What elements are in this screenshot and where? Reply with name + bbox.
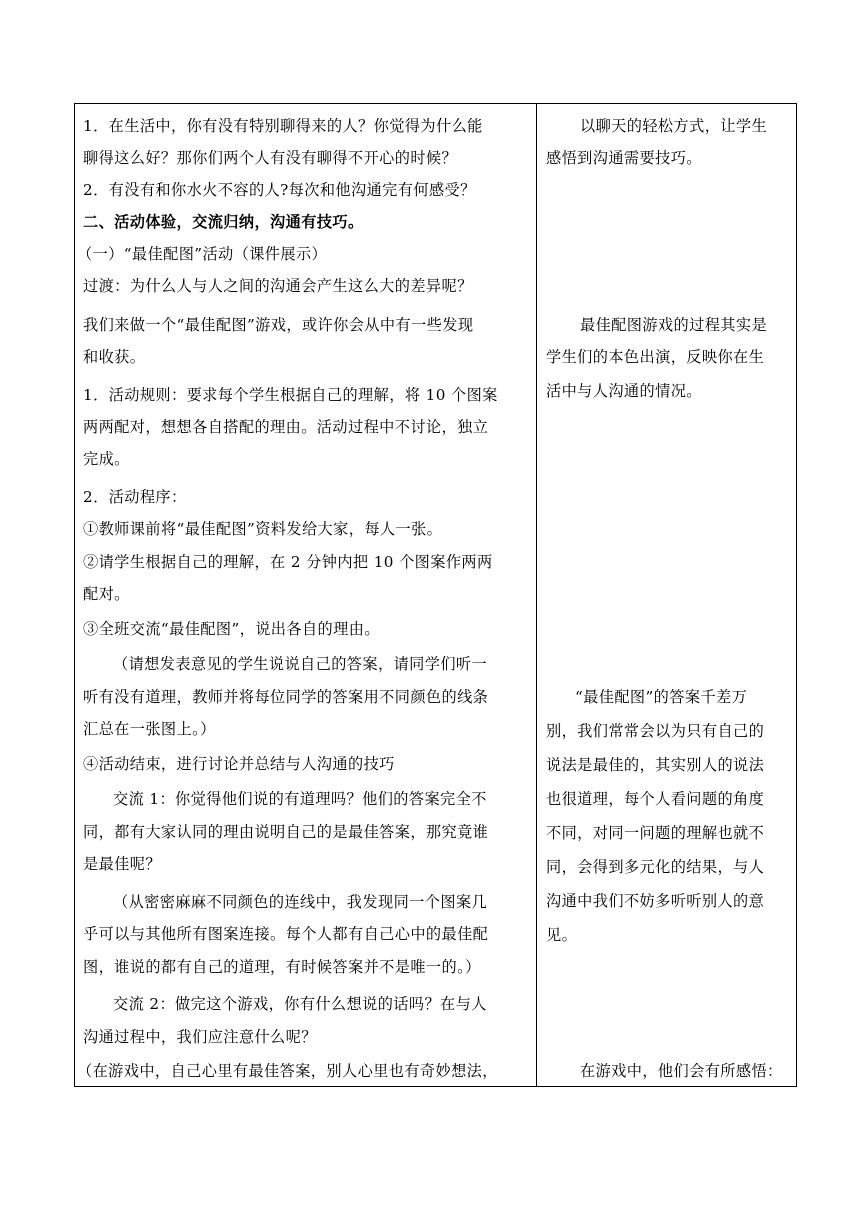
left-line: ①教师课前将“最佳配图”资料发给大家，每人一张。 [83, 520, 443, 538]
left-line: （从密密麻麻不同颜色的连线中，我发现同一个图案几 [113, 893, 488, 911]
left-line: ②请学生根据自己的理解，在 2 分钟内把 10 个图案作两两 [83, 553, 493, 571]
left-line: 完成。 [83, 450, 130, 468]
left-line: ③全班交流“最佳配图”，说出各自的理由。 [83, 620, 380, 638]
right-line: 不同，对同一问题的理解也就不 [546, 824, 765, 842]
left-line: 交流 1：你觉得他们说的有道理吗？他们的答案完全不 [113, 790, 487, 808]
left-line: 和收获。 [83, 348, 146, 366]
right-line: 最佳配图游戏的过程其实是 [580, 316, 768, 334]
right-line: 感悟到沟通需要技巧。 [546, 149, 702, 167]
right-line: 沟通中我们不妨多听听别人的意 [546, 892, 765, 910]
left-line: （请想发表意见的学生说说自己的答案，请同学们听一 [113, 655, 488, 673]
left-line: 我们来做一个“最佳配图”游戏，或许你会从中有一些发现 [83, 316, 474, 334]
lesson-table [74, 103, 797, 1087]
left-line: 图，谁说的都有自己的道理，有时候答案并不是唯一的。） [83, 958, 481, 976]
left-line: 汇总在一张图上。） [83, 720, 216, 738]
left-line: 2．活动程序： [83, 488, 187, 506]
left-line: 2．有没有和你水火不容的人?每次和他沟通完有何感受？ [83, 181, 476, 199]
right-line: 见。 [546, 926, 578, 944]
right-line: 在游戏中，他们会有所感悟： [580, 1062, 783, 1080]
left-line: 同，都有大家认同的理由说明自己的是最佳答案，那究竟谁 [83, 823, 489, 841]
right-line: 说法是最佳的，其实别人的说法 [546, 756, 765, 774]
right-line: 同，会得到多元化的结果，与人 [546, 858, 765, 876]
right-line: 别，我们常常会以为只有自己的 [546, 722, 765, 740]
left-line: 1．在生活中，你有没有特别聊得来的人？你觉得为什么能 [83, 117, 483, 135]
left-line: （在游戏中，自己心里有最佳答案，别人心里也有奇妙想法， [77, 1062, 498, 1080]
right-line: “最佳配图”的答案千差万 [575, 688, 748, 706]
left-line: 乎可以与其他所有图案连接。每个人都有自己心中的最佳配 [83, 925, 489, 943]
left-line: ④活动结束，进行讨论并总结与人沟通的技巧 [83, 755, 395, 773]
section-heading: 二、活动体验，交流归纳，沟通有技巧。 [83, 213, 364, 231]
right-line: 以聊天的轻松方式，让学生 [580, 117, 768, 135]
right-line: 活中与人沟通的情况。 [546, 382, 702, 400]
left-line: 1．活动规则：要求每个学生根据自己的理解，将 10 个图案 [83, 386, 498, 404]
left-line: 两两配对，想想各自搭配的理由。活动过程中不讨论，独立 [83, 418, 489, 436]
left-line: 是最佳呢？ [83, 855, 161, 873]
left-line: 沟通过程中，我们应注意什么呢？ [83, 1028, 317, 1046]
left-line: 配对。 [83, 585, 130, 603]
column-divider [536, 104, 537, 1086]
left-line: 聊得这么好？那你们两个人有没有聊得不开心的时候？ [83, 149, 458, 167]
left-line: 交流 2：做完这个游戏，你有什么想说的话吗？在与人 [113, 995, 487, 1013]
left-line: 过渡：为什么人与人之间的沟通会产生这么大的差异呢？ [83, 277, 473, 295]
left-line: 听有没有道理，教师并将每位同学的答案用不同颜色的线条 [83, 688, 489, 706]
right-line: 也很道理，每个人看问题的角度 [546, 790, 765, 808]
left-line: （一）“最佳配图”活动（课件展示） [77, 245, 328, 263]
right-line: 学生们的本色出演，反映你在生 [546, 348, 765, 366]
